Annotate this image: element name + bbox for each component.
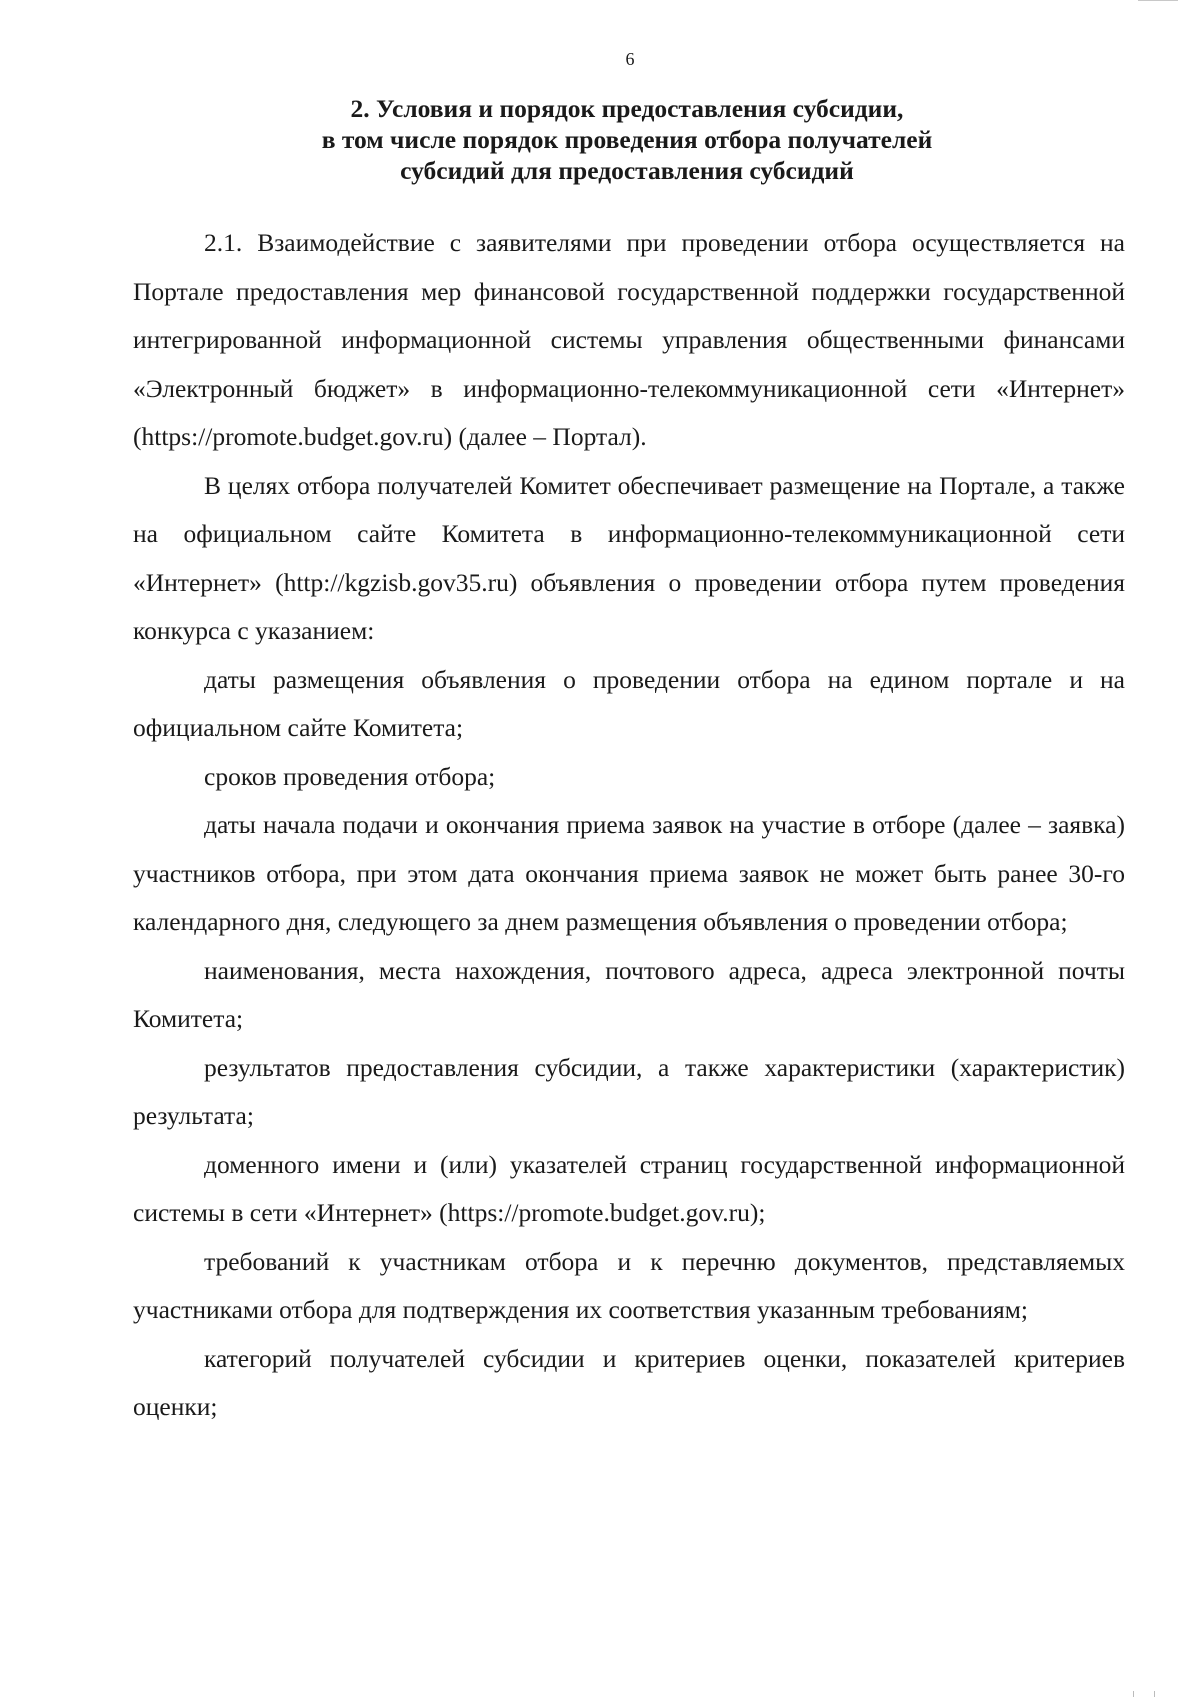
list-item: доменного имени и (или) указателей страниц государственной информационной системы в сети «Интернет» (https://promote.budget.gov.ru); xyxy=(133,1149,1125,1227)
scan-edge-mark xyxy=(1133,1691,1155,1697)
section-heading-line: в том числе порядок проведения отбора получателей xyxy=(321,125,933,154)
paragraph-selection-announcement: В целях отбора получателей Комитет обеспечивает размещение на Портале, а также на официальном сайте Комитета в информационно-телекоммуникационной сети «Интернет» (http://kgzisb.gov35.ru) объявления о проведении отбора путем проведения конкурса с указанием: xyxy=(133,470,1125,645)
list-item: наименования, места нахождения, почтового адреса, адреса электронной почты Комитета; xyxy=(133,955,1125,1033)
document-body xyxy=(133,219,1125,1432)
paragraph-2-1: 2.1. Взаимодействие с заявителями при проведении отбора осуществляется на Портале предоставления мер финансовой государственной поддержки государственной интегрированной информационной системы управления общественными финансами «Электронный бюджет» в информационно-телекоммуникационной сети «Интернет» (https://promote.budget.gov.ru) (далее – Портал). xyxy=(133,228,1125,451)
scan-edge-mark xyxy=(1138,0,1178,5)
list-item: категорий получателей субсидии и критериев оценки, показателей критериев оценки; xyxy=(133,1343,1125,1421)
list-item: даты начала подачи и окончания приема заявок на участие в отборе (далее – заявка) участников отбора, при этом дата окончания приема заявок не может быть ранее 30-го календарного дня, следующего за днем размещения объявления о проведении отбора; xyxy=(133,810,1125,936)
section-heading-line: субсидий для предоставления субсидий xyxy=(400,156,854,185)
section-heading-line: 2. Условия и порядок предоставления субсидии, xyxy=(350,94,904,123)
list-item: сроков проведения отбора; xyxy=(204,761,496,791)
list-item: даты размещения объявления о проведении отбора на едином портале и на официальном сайте Комитета; xyxy=(133,664,1125,742)
list-item: результатов предоставления субсидии, а также характеристики (характеристик) результата; xyxy=(133,1052,1125,1130)
list-item: требований к участникам отбора и к перечню документов, представляемых участниками отбора для подтверждения их соответствия указанным требованиям; xyxy=(133,1246,1125,1324)
page-number: 6 xyxy=(625,49,635,69)
section-heading xyxy=(0,93,1200,186)
